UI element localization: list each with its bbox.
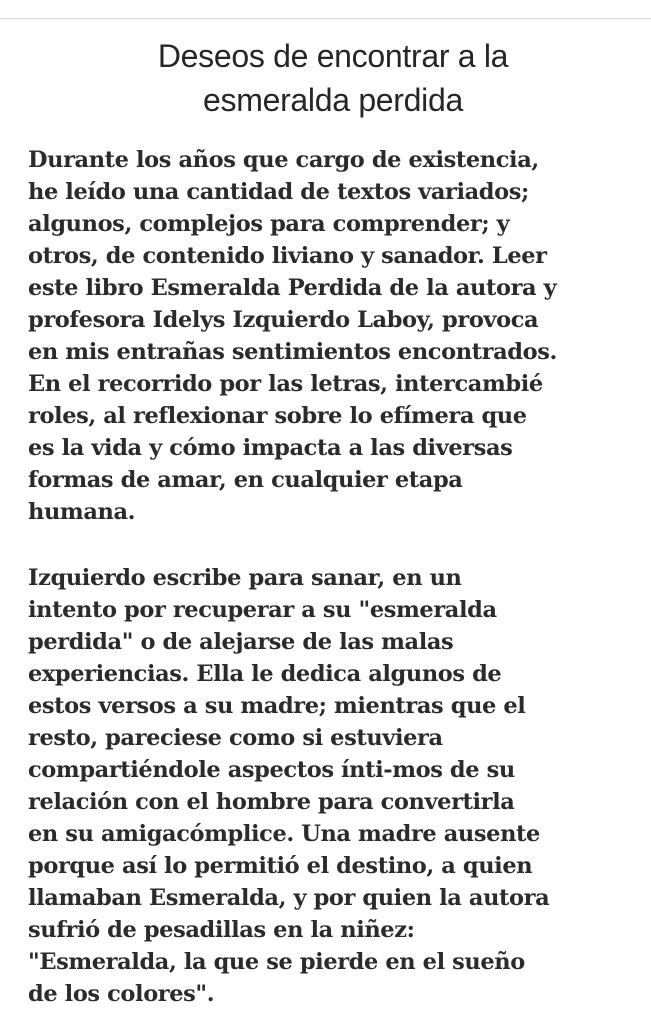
text-line: profesora Idelys Izquierdo Laboy, provoca: [28, 307, 539, 333]
text-line: Durante los años que cargo de existencia,: [28, 147, 539, 173]
text-line: este libro Esmeralda Perdida de la autora y: [28, 275, 557, 301]
paragraph-2: [28, 562, 638, 1010]
text-line: relación con el hombre para convertirla: [28, 789, 515, 815]
text-line: experiencias. Ella le dedica algunos de: [28, 661, 502, 687]
text-line: de los colores".: [28, 981, 215, 1007]
text-line: humana.: [28, 499, 136, 525]
top-divider: [0, 18, 651, 19]
text-line: sufrió de pesadillas en la niñez:: [28, 917, 415, 943]
article: [28, 34, 638, 1010]
text-line: intento por recuperar a su "esmeralda: [28, 597, 497, 623]
article-title: [28, 34, 638, 122]
text-line: en mis entrañas sentimientos encontrados.: [28, 339, 557, 365]
text-line: algunos, complejos para comprender; y: [28, 211, 510, 237]
text-line: "Esmeralda, la que se pierde en el sueño: [28, 949, 525, 975]
title-line: Deseos de encontrar a la: [157, 38, 509, 74]
text-line: en su amigacómplice. Una madre ausente: [28, 821, 540, 847]
text-line: formas de amar, en cualquier etapa: [28, 467, 463, 493]
text-line: estos versos a su madre; mientras que el: [28, 693, 526, 719]
text-line: roles, al reflexionar sobre lo efímera que: [28, 403, 527, 429]
title-line: esmeralda perdida: [203, 82, 463, 118]
text-line: porque así lo permitió el destino, a quien: [28, 853, 533, 879]
text-line: En el recorrido por las letras, intercambié: [28, 371, 543, 397]
text-line: perdida" o de alejarse de las malas: [28, 629, 454, 655]
paragraph-1: [28, 144, 638, 528]
text-line: resto, pareciese como si estuviera: [28, 725, 443, 751]
text-line: otros, de contenido liviano y sanador. Leer: [28, 243, 547, 269]
text-line: he leído una cantidad de textos variados;: [28, 179, 529, 205]
text-line: llamaban Esmeralda, y por quien la autora: [28, 885, 550, 911]
text-line: es la vida y cómo impacta a las diversas: [28, 435, 513, 461]
text-line: Izquierdo escribe para sanar, en un: [28, 565, 462, 591]
text-line: compartiéndole aspectos ínti-mos de su: [28, 757, 515, 783]
